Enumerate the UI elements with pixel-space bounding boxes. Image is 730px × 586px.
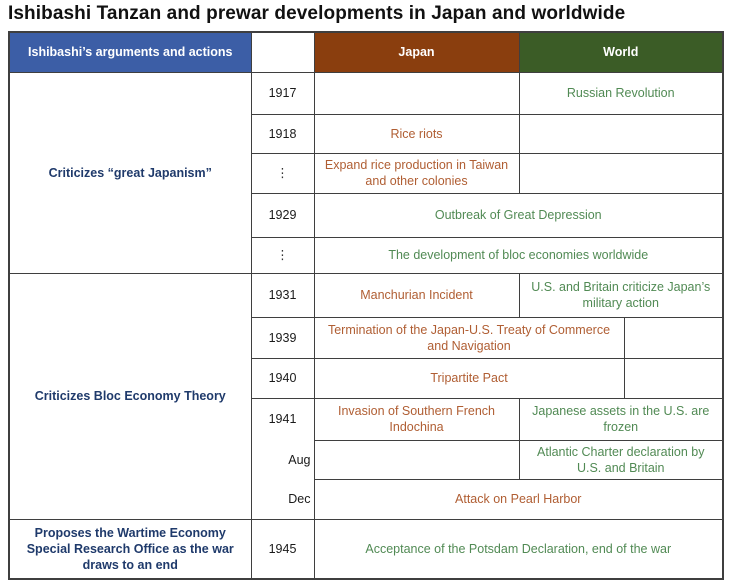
events-table xyxy=(8,31,724,580)
section-label-wartime-office: Proposes the Wartime Economy Special Research Office as the war draws to an end xyxy=(9,519,251,579)
shared-event-cell: The development of bloc economies worldwide xyxy=(314,237,723,273)
japan-event-cell: Manchurian Incident xyxy=(314,273,519,317)
world-event-cell: Japanese assets in the U.S. are frozen xyxy=(519,398,723,440)
row-1917 xyxy=(9,72,723,114)
world-right-cell xyxy=(624,317,723,358)
japan-event-cell: Invasion of Southern French Indochina xyxy=(314,398,519,440)
row-1945 xyxy=(9,519,723,579)
world-event-cell: U.S. and Britain criticize Japan’s military action xyxy=(519,273,723,317)
year-cell: 1941 xyxy=(251,398,314,440)
shared-event-cell: Acceptance of the Potsdam Declaration, end of the war xyxy=(314,519,723,579)
japan-wide-event-cell: Tripartite Pact xyxy=(314,358,624,398)
page-title: Ishibashi Tanzan and prewar developments in Japan and worldwide xyxy=(8,3,626,24)
year-cell: 1929 xyxy=(251,193,314,237)
header-arguments: Ishibashi’s arguments and actions xyxy=(9,32,251,72)
japan-wide-event-cell: Termination of the Japan-U.S. Treaty of Commerce and Navigation xyxy=(314,317,624,358)
shared-event-cell: Attack on Pearl Harbor xyxy=(314,479,723,519)
section-label-bloc-economy: Criticizes Bloc Economy Theory xyxy=(9,273,251,519)
month-cell: Aug xyxy=(251,440,314,479)
header-row xyxy=(9,32,723,72)
row-1931 xyxy=(9,273,723,317)
year-cell: 1940 xyxy=(251,358,314,398)
japan-event-cell: Expand rice production in Taiwan and other colonies xyxy=(314,153,519,193)
section-label-great-japanism: Criticizes “great Japanism” xyxy=(9,72,251,273)
japan-event-cell: Rice riots xyxy=(314,114,519,153)
year-ellipsis-cell: ⋮ xyxy=(251,237,314,273)
year-ellipsis-cell: ⋮ xyxy=(251,153,314,193)
year-cell: 1918 xyxy=(251,114,314,153)
japan-event-cell xyxy=(314,440,519,479)
header-world: World xyxy=(519,32,723,72)
year-cell: 1931 xyxy=(251,273,314,317)
world-event-cell: Atlantic Charter declaration by U.S. and Britain xyxy=(519,440,723,479)
header-japan: Japan xyxy=(314,32,519,72)
year-cell: 1917 xyxy=(251,72,314,114)
header-year-spacer xyxy=(251,32,314,72)
shared-event-cell: Outbreak of Great Depression xyxy=(314,193,723,237)
japan-event-cell xyxy=(314,72,519,114)
year-cell: 1939 xyxy=(251,317,314,358)
world-right-cell xyxy=(624,358,723,398)
month-cell: Dec xyxy=(251,479,314,519)
world-event-cell: Russian Revolution xyxy=(519,72,723,114)
world-event-cell xyxy=(519,153,723,193)
world-event-cell xyxy=(519,114,723,153)
year-cell: 1945 xyxy=(251,519,314,579)
